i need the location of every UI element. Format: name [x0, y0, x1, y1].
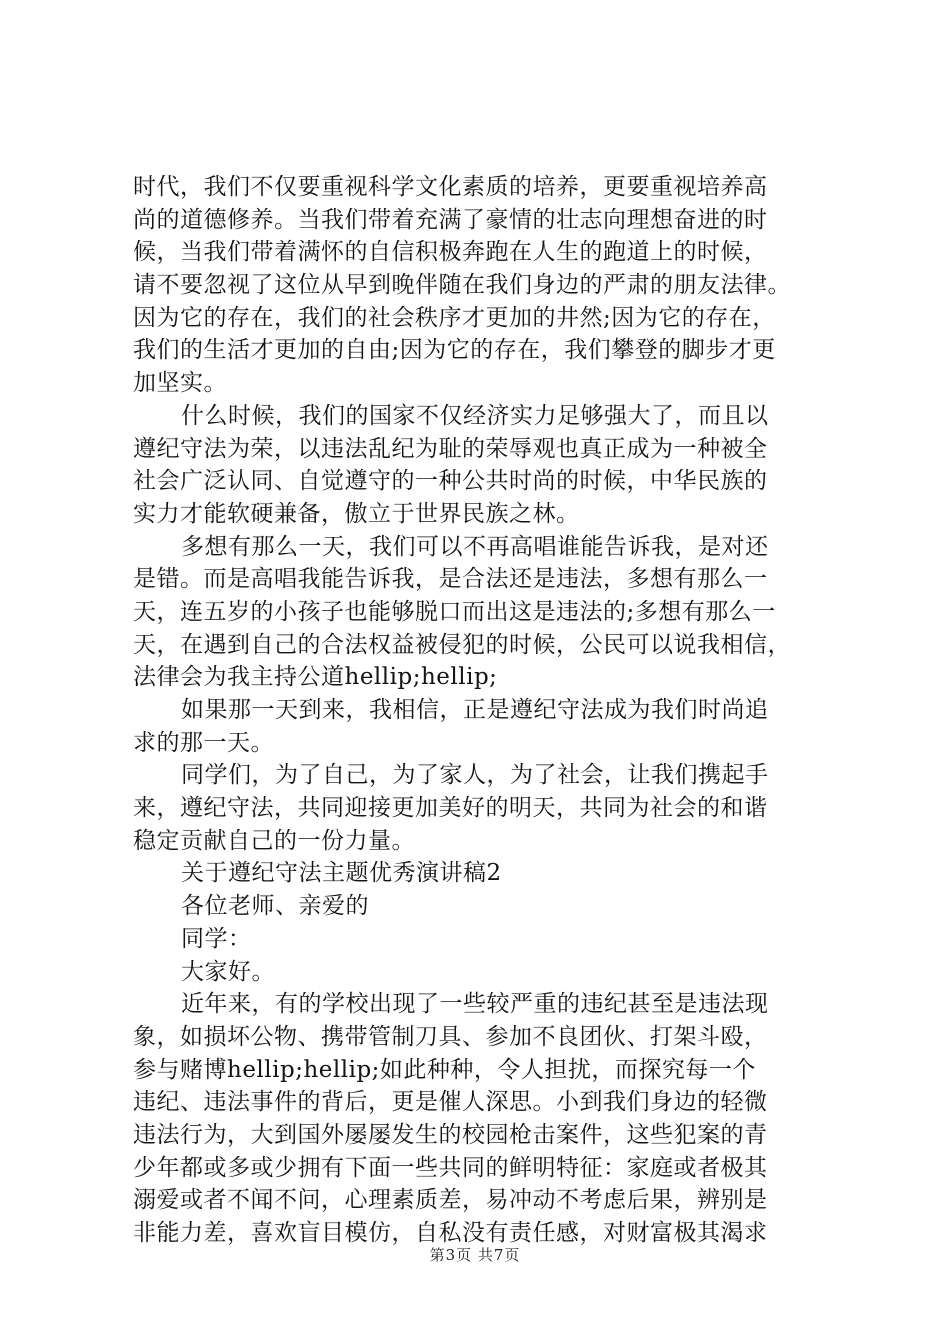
text-line: 候，当我们带着满怀的自信积极奔跑在人生的跑道上的时候， [133, 239, 768, 266]
text-line: 近年来，有的学校出现了一些较严重的违纪甚至是违法现 [181, 991, 769, 1018]
text-line: 关于遵纪守法主题优秀演讲稿2 [181, 860, 502, 887]
text-line: 大家好。 [181, 958, 275, 985]
text-line: 溺爱或者不闻不问，心理素质差，易冲动不考虑后果，辨别是 [133, 1187, 768, 1214]
text-line: 参与赌博hellip;hellip;如此种种，令人担扰，而探究每一个 [133, 1056, 756, 1083]
text-line: 时代，我们不仅要重视科学文化素质的培养，更要重视培养高 [133, 174, 768, 200]
text-line: 加坚实。 [133, 370, 227, 397]
text-line: 请不要忽视了这位从早到晚伴随在我们身边的严肃的朋友法律。 [133, 272, 791, 299]
text-line: 我们的生活才更加的自由;因为它的存在，我们攀登的脚步才更 [133, 337, 776, 364]
text-line: 尚的道德修养。当我们带着充满了豪情的壮志向理想奋进的时 [133, 206, 768, 233]
text-line: 实力才能软硬兼备，傲立于世界民族之林。 [133, 500, 580, 527]
text-line: 稳定贡献自己的一份力量。 [133, 827, 415, 854]
text-line: 求的那一天。 [133, 729, 274, 756]
text-line: 是错。而是高唱我能告诉我，是合法还是违法，多想有那么一 [133, 566, 768, 593]
text-line: 象，如损坏公物、携带管制刀具、参加不良团伙、打架斗殴， [133, 1023, 768, 1050]
text-line: 同学： [181, 925, 252, 952]
text-line: 天，连五岁的小孩子也能够脱口而出这是违法的;多想有那么一 [133, 598, 776, 625]
page-number-footer: 第3页 共7页 [429, 1246, 521, 1264]
text-line: 如果那一天到来，我相信，正是遵纪守法成为我们时尚追 [181, 697, 769, 723]
text-line: 违纪、违法事件的背后，更是催人深思。小到我们身边的轻微 [133, 1089, 768, 1116]
text-line: 违法行为，大到国外屡屡发生的校园枪击案件，这些犯案的青 [133, 1121, 768, 1148]
text-line: 天，在遇到自己的合法权益被侵犯的时候，公民可以说我相信， [133, 631, 791, 658]
text-line: 各位老师、亲爱的 [181, 893, 369, 920]
text-line: 多想有那么一天，我们可以不再高唱谁能告诉我，是对还 [181, 533, 769, 560]
text-line: 什么时候，我们的国家不仅经济实力足够强大了，而且以 [181, 402, 769, 429]
text-line: 非能力差，喜欢盲目模仿，自私没有责任感，对财富极其渴求 [133, 1220, 768, 1246]
text-line: 社会广泛认同、自觉遵守的一种公共时尚的时候，中华民族的 [133, 468, 768, 495]
text-line: 遵纪守法为荣，以违法乱纪为耻的荣辱观也真正成为一种被全 [133, 435, 768, 462]
text-line: 因为它的存在，我们的社会秩序才更加的井然;因为它的存在， [133, 304, 776, 331]
text-line: 法律会为我主持公道hellip;hellip; [133, 664, 498, 691]
text-line: 来，遵纪守法，共同迎接更加美好的明天，共同为社会的和谐 [133, 795, 768, 822]
text-line: 少年都或多或少拥有下面一些共同的鲜明特征：家庭或者极其 [133, 1154, 768, 1181]
document-body [133, 171, 833, 1250]
text-line: 同学们，为了自己，为了家人，为了社会，让我们携起手 [181, 762, 769, 789]
